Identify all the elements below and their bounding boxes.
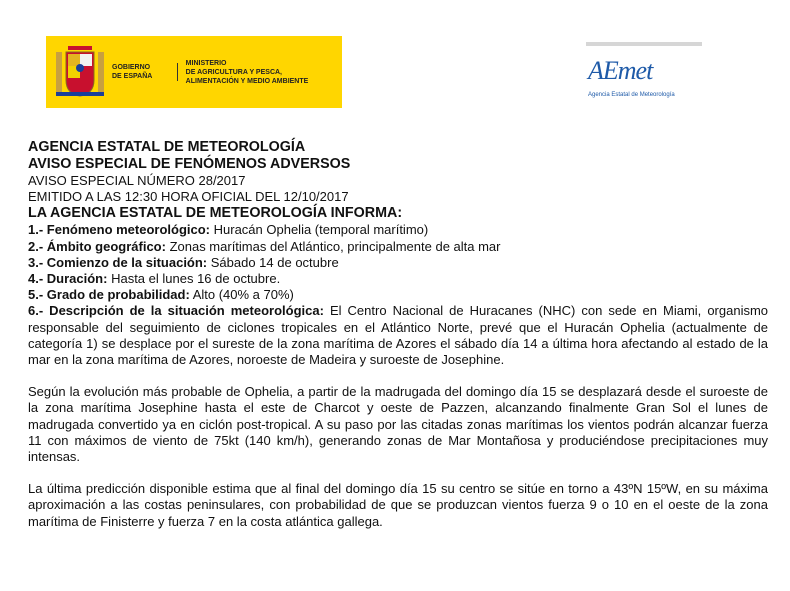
gov-line-1: GOBIERNO (112, 64, 151, 71)
aemet-top-rule (586, 42, 702, 46)
item-5-label: 5.- Grado de probabilidad: (28, 287, 190, 303)
item-3-label: 3.- Comienzo de la situación: (28, 254, 208, 270)
gov-line-2: DE ESPAÑA (112, 73, 153, 80)
item-3 (28, 255, 768, 271)
ministry-line-3: ALIMENTACIÓN Y MEDIO AMBIENTE (185, 77, 309, 85)
government-banner (46, 36, 342, 108)
bulletin-number: AVISO ESPECIAL NÚMERO 28/2017 (28, 173, 246, 188)
item-5 (28, 287, 768, 303)
aemet-wordmark: AEmet (588, 56, 653, 85)
item-6 (28, 303, 768, 368)
item-3-value: Sábado 14 de octubre (207, 254, 339, 270)
government-name (112, 63, 178, 81)
item-2-label: 2.- Ámbito geográfico: (28, 238, 166, 254)
ministry-line-1: MINISTERIO (185, 59, 227, 67)
paragraph-prediction: La última predicción disponible estima que al final del domingo día 15 su centro se sitúe en torno a 43ºN 15ºW, en su máxima aproximación a las costas peninsulares, con probabilidad de que se produzcan vientos fuerza 9 o 10 en el oeste de la zona marítima de Finisterre y fuerza 7 en la costa atlántica gallega. (28, 481, 768, 529)
ministry-name (186, 59, 342, 86)
agency-heading: AGENCIA ESTATAL DE METEOROLOGÍA (28, 139, 306, 155)
coat-of-arms-icon (54, 40, 106, 104)
item-1-value: Huracán Ophelia (temporal marítimo) (210, 222, 429, 238)
item-5-value: Alto (40% a 70%) (189, 287, 294, 303)
paragraph-evolution: Según la evolución más probable de Ophelia, a partir de la madrugada del domingo día 15 se desplazará desde el suroeste de la zona marítima Josephine hasta el este de Charcot y oeste de Pazzen, alcanzando finalmente Gran Sol el lunes de madrugada convertido ya en ciclón post-tropical. A su paso por las citadas zonas marítimas los vientos podrán alcanzar fuerza 11 con máximos de viento de 75kt (140 km/h), generando zonas de Mar Montañosa y produciéndose precipitaciones muy intensas. (28, 384, 768, 465)
bulletin-title: AVISO ESPECIAL DE FENÓMENOS ADVERSOS (28, 156, 351, 172)
aemet-subtitle: Agencia Estatal de Meteorología (588, 92, 675, 98)
item-1-label: 1.- Fenómeno meteorológico: (28, 222, 211, 238)
item-4 (28, 271, 768, 287)
item-1 (28, 222, 768, 238)
item-4-label: 4.- Duración: (28, 271, 108, 287)
item-2 (28, 239, 768, 255)
item-6-label: 6.- Descripción de la situación meteorológica: (28, 303, 324, 319)
bulletin-body (28, 139, 768, 530)
item-2-value: Zonas marítimas del Atlántico, principalmente de alta mar (165, 238, 501, 254)
aemet-logo (586, 56, 696, 104)
ministry-line-2: DE AGRICULTURA Y PESCA, (185, 68, 282, 76)
bulletin-issued: EMITIDO A LAS 12:30 HORA OFICIAL DEL 12/10/2017 (28, 189, 349, 205)
item-4-value: Hasta el lunes 16 de octubre. (107, 271, 281, 287)
informs-heading: LA AGENCIA ESTATAL DE METEOROLOGÍA INFORMA: (28, 205, 403, 222)
item-6-value: El Centro Nacional de Huracanes (NHC) con sede en Miami, organismo responsable del seguimiento de ciclones tropicales en el Atlántico Norte, prevé que el Huracán Ophelia (actualmente de categoría 1) se desplace por el sureste de la zona marítima de Azores el sábado día 14 a última hora afectando al estado de la mar en la zona marítima de Azores, noroeste de Madeira y suroeste de Josephine. (28, 303, 769, 368)
